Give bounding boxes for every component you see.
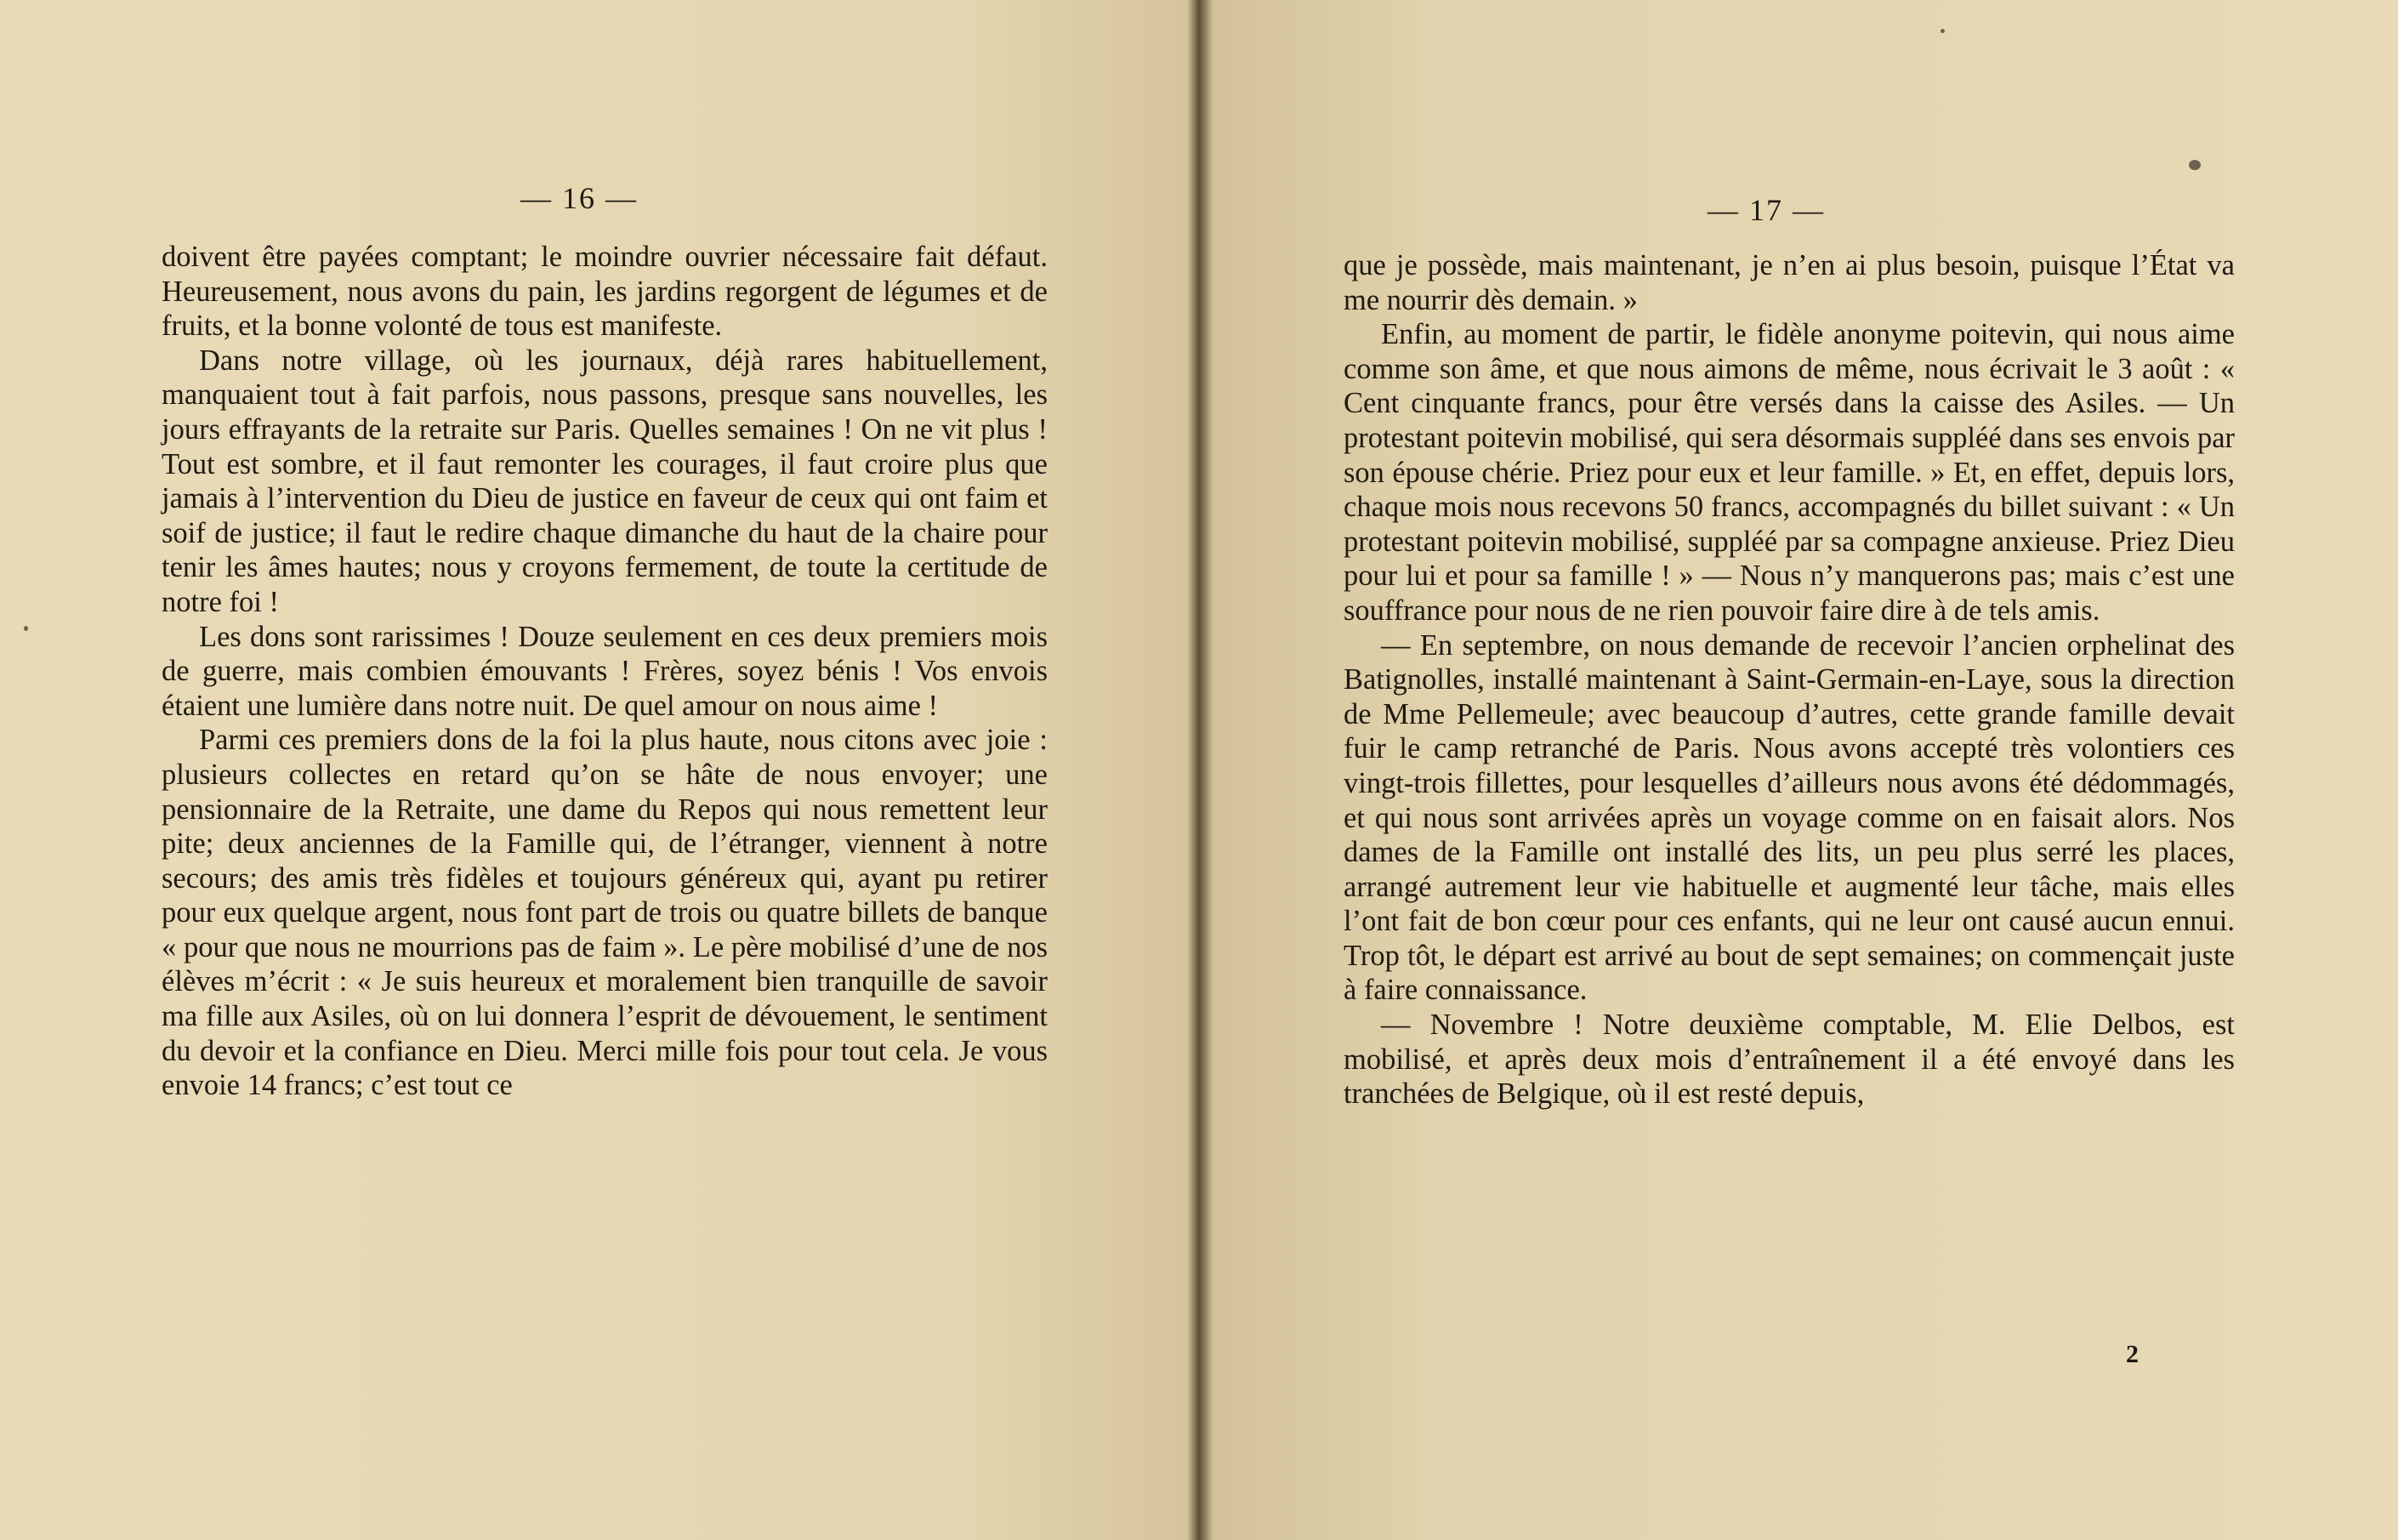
paragraph: Enfin, au moment de partir, le fidèle anonyme poitevin, qui nous aime comme son âme, et que nous aimons de même, nous écrivait le 3 août : « Cent cinquante francs, pour être versés dans la caisse des Asiles. — Un protestant poitevin mobilisé, qui sera désormais suppléé dans ses envois par son épouse chérie. Priez pour eux et leur famille. » Et, en effet, depuis lors, chaque mois nous recevons 50 francs, accompagnés du billet suivant : « Un protestant poitevin mobilisé, suppléé par sa compagne anxieuse. Priez Dieu pour lui et pour sa famille ! » — Nous n’y manquerons pas; mais c’est une souffrance pour nous de ne rien pouvoir faire dire à de tels amis. [1344, 318, 2235, 627]
paper-speck [1941, 29, 1945, 33]
right-page [1204, 0, 2398, 1540]
paragraph: doivent être payées comptant; le moindre ouvrier nécessaire fait défaut. Heureusement, nous avons du pain, les jardins regorgent de légumes et de fruits, et la bonne volonté de tous est manifeste. [162, 241, 1048, 343]
paragraph: Les dons sont rarissimes ! Douze seulement en ces deux premiers mois de guerre, mais combien émouvants ! Frères, soyez bénis ! Vos envois étaient une lumière dans notre nuit. De quel amour on nous aime ! [162, 620, 1048, 722]
left-page [0, 0, 1197, 1540]
page-number-16: — 16 — [520, 181, 638, 215]
paper-speck [2189, 160, 2201, 170]
paragraph: Parmi ces premiers dons de la foi la plus haute, nous citons avec joie : plusieurs collectes en retard qu’on se hâte de nous envoyer; une pensionnaire de la Retraite, une dame du Repos qui nous remettent leur pite; deux anciennes de la Famille qui, de l’étranger, viennent à notre secours; des amis très fidèles et toujours généreux qui, ayant pu retirer pour eux quelque argent, nous font part de trois ou quatre billets de banque « pour que nous ne mourrions pas de faim ». Le père mobilisé d’une de nos élèves m’écrit : « Je suis heureux et moralement bien tranquille de savoir ma fille aux Asiles, où on lui donnera l’esprit de dévouement, le sentiment du devoir et la confiance en Dieu. Merci mille fois pour tout cela. Je vous envoie 14 francs; c’est tout ce [162, 724, 1048, 1102]
signature-mark: 2 [2126, 1340, 2139, 1368]
paragraph: que je possède, mais maintenant, je n’en ai plus besoin, puisque l’État va me nourrir dès demain. » [1344, 249, 2235, 316]
paragraph: — Novembre ! Notre deuxième comptable, M. Elie Delbos, est mobilisé, et après deux mois d’entraînement il a été envoyé dans les tranchées de Belgique, où il est resté depuis, [1344, 1009, 2235, 1111]
right-page-text [1344, 248, 2235, 1111]
paper-speck [24, 626, 28, 631]
page-number-17: — 17 — [1708, 193, 1825, 227]
paragraph: Dans notre village, où les journaux, déjà rares habituellement, manquaient tout à fait parfois, nous passons, presque sans nouvelles, les jours effrayants de la retraite sur Paris. Quelles semaines ! On ne vit plus ! Tout est sombre, et il faut remonter les courages, il faut croire plus que jamais à l’intervention du Dieu de justice en faveur de ceux qui ont faim et soif de justice; il faut le redire chaque dimanche du haut de la chaire pour tenir les âmes hautes; nous y croyons fermement, de toute la certitude de notre foi ! [162, 344, 1048, 618]
left-page-text [162, 240, 1048, 1103]
paragraph: — En septembre, on nous demande de recevoir l’ancien orphelinat des Batignolles, installé maintenant à Saint-Germain-en-Laye, sous la direction de Mme Pellemeule; avec beaucoup d’autres, cette grande famille devait fuir le camp retranché de Paris. Nous avons accepté très volontiers ces vingt-trois fillettes, pour lesquelles d’ailleurs nous avons été dédommagés, et qui nous sont arrivées après un voyage comme on en faisait alors. Nos dames de la Famille ont installé des lits, un peu plus serré les places, arrangé autrement leur vie habituelle et augmenté leur tâche, mais elles l’ont fait de bon cœur pour ces enfants, qui ne leur ont causé aucun ennui. Trop tôt, le départ est arrivé au bout de sept semaines; on commençait juste à faire connaissance. [1344, 628, 2235, 1007]
